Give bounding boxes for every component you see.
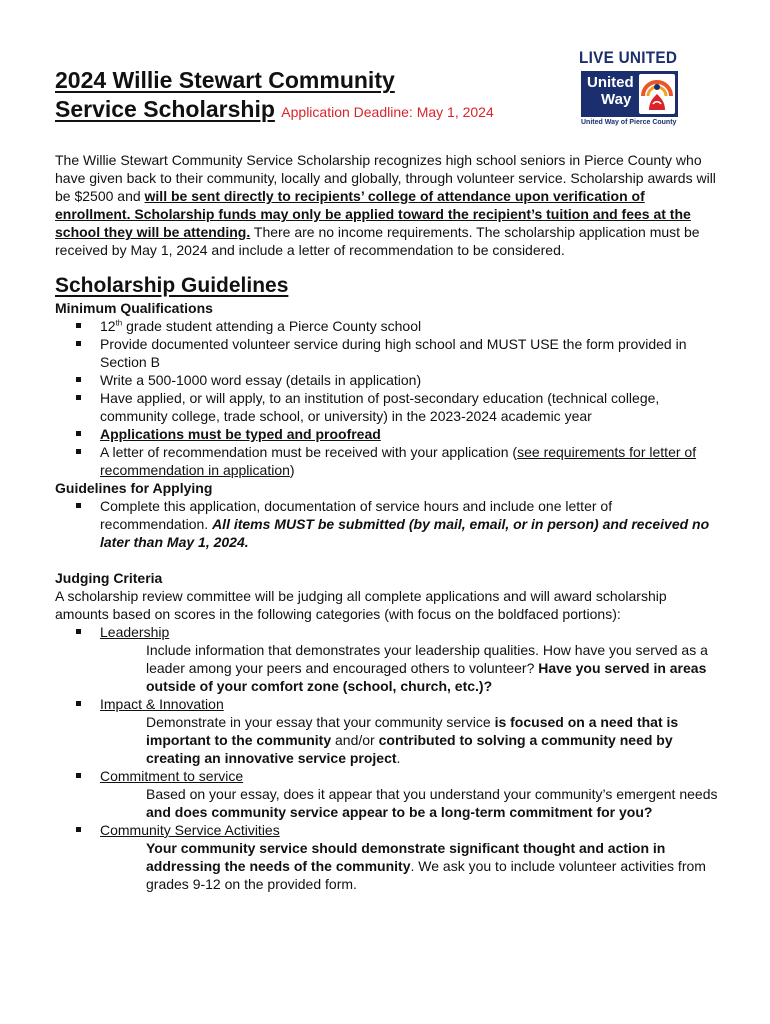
apply-text: Complete this application, documentation of service hours and include one letter of recommendation. — [100, 498, 613, 532]
intro-funding-note: will be sent directly to recipients’ college of attendance upon verification of enrollment. Scholarship funds may only be applied toward the recipient’s tuition and fees at the school they will be attending. — [55, 188, 691, 240]
recommendation-requirements-link[interactable]: see requirements for letter of recommendation in application — [100, 444, 697, 478]
grade-number: 12 — [100, 318, 116, 334]
criterion-title: Impact & Innovation — [100, 696, 224, 712]
applying-list — [55, 497, 720, 551]
title-line-1: 2024 Willie Stewart Community — [55, 67, 395, 93]
list-item: Have applied, or will apply, to an institution of post-secondary education (technical college, community college, trade school, or university) in the 2023-2024 academic year — [100, 389, 720, 425]
logo-word-united: United — [587, 74, 634, 91]
list-item — [100, 425, 720, 443]
list-item — [100, 317, 720, 335]
min-qualifications-heading: Minimum Qualifications — [55, 300, 213, 316]
recommendation-text: A letter of recommendation must be received with your application ( — [100, 444, 518, 460]
typed-requirement: Applications must be typed and proofread — [100, 426, 381, 442]
guidelines-heading: Scholarship Guidelines — [55, 274, 289, 297]
application-deadline: Application Deadline: May 1, 2024 — [281, 104, 494, 120]
criterion-title: Commitment to service — [100, 768, 244, 784]
logo-word-way: Way — [601, 91, 632, 108]
criterion-text: Based on your essay, does it appear that you understand your community’s emergent needs — [146, 786, 718, 802]
logo-subtext: United Way of Pierce County — [581, 119, 677, 126]
criterion-bold-text: and does community service appear to be a long-term commitment for you? — [146, 804, 653, 820]
recommendation-text-end: ) — [289, 462, 295, 478]
intro-text-2: There are no income requirements. The scholarship application must be received by May 1, 2024 and include a letter of recommendation to be considered. — [55, 224, 700, 258]
apply-deadline-note: All items MUST be submitted (by mail, email, or in person) and received no later than May 1, 2024. — [100, 516, 710, 550]
judging-criteria-list — [55, 623, 720, 893]
grade-suffix: th — [115, 318, 123, 328]
criterion-title: Leadership — [100, 624, 170, 640]
min-qualifications-list — [55, 317, 720, 479]
judging-intro: A scholarship review committee will be judging all complete applications and will award scholarship amounts based on scores in the following categories (with focus on the boldfaced portions): — [55, 588, 667, 622]
list-item: Provide documented volunteer service during high school and MUST USE the form provided in Section B — [100, 335, 720, 371]
criterion-text: . — [396, 750, 401, 766]
title-line-2: Service Scholarship — [55, 96, 275, 122]
criterion-commitment — [100, 767, 720, 821]
document-body — [55, 151, 720, 893]
criterion-text: . We ask you to include volunteer activities from grades 9-12 on the provided form. — [146, 858, 706, 892]
criterion-description — [100, 785, 720, 821]
hand-rainbow-icon — [639, 74, 675, 114]
spacer — [55, 551, 720, 569]
criterion-text: Demonstrate in your essay that your community service — [146, 714, 495, 730]
criterion-bold-text: Your community service should demonstrate significant thought and action in addressing the needs of the community — [146, 840, 666, 874]
intro-text-1: The Willie Stewart Community Service Scholarship recognizes high school seniors in Pierce County who have given back to their community, locally and globally, through volunteer service. Scholarship awards will be $2500 and — [55, 152, 716, 204]
criterion-bold-text: contributed to solving a community need by creating an innovative service project — [146, 732, 673, 766]
criterion-leadership — [100, 623, 720, 695]
logo-tagline: LIVE UNITED — [579, 48, 678, 67]
criterion-bold-text: Have you served in areas outside of your comfort zone (school, church, etc.)? — [146, 660, 707, 694]
logo-box — [581, 71, 678, 117]
united-way-logo — [577, 48, 681, 130]
list-item: Write a 500-1000 word essay (details in application) — [100, 371, 720, 389]
list-item — [100, 443, 720, 479]
grade-text: grade student attending a Pierce County school — [122, 318, 422, 334]
judging-heading: Judging Criteria — [55, 570, 163, 586]
criterion-text: and/or — [331, 732, 379, 748]
criterion-description — [100, 713, 720, 767]
criterion-activities — [100, 821, 720, 893]
criterion-title: Community Service Activities — [100, 822, 280, 838]
applying-heading: Guidelines for Applying — [55, 480, 213, 496]
criterion-impact — [100, 695, 720, 767]
page-title — [55, 66, 575, 127]
criterion-description — [100, 839, 720, 893]
criterion-text: Include information that demonstrates your leadership qualities. How have you served as a leader among your peers and encouraged others to volunteer? — [146, 642, 708, 676]
intro-paragraph — [55, 151, 720, 259]
criterion-bold-text: is focused on a need that is important to the community — [146, 714, 679, 748]
criterion-description — [100, 641, 720, 695]
list-item — [100, 497, 720, 551]
